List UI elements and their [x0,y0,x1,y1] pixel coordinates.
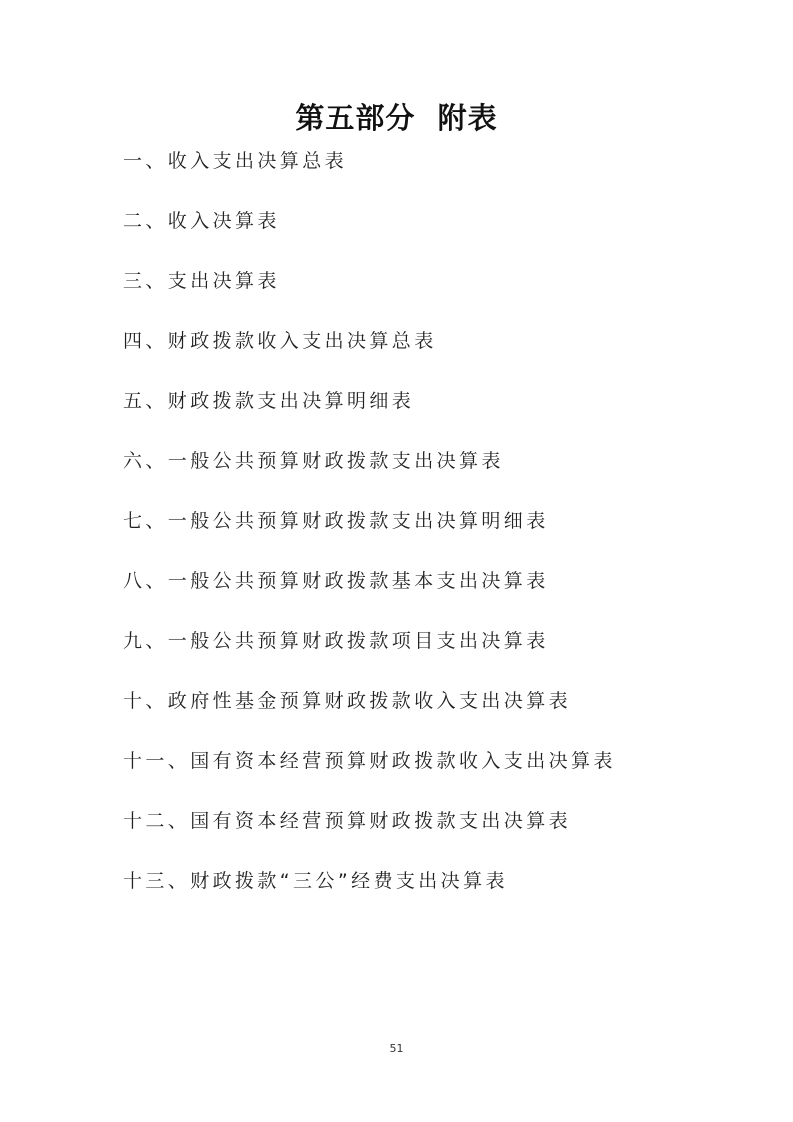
appendix-item-6: 六、一般公共预算财政拨款支出决算表 [123,450,504,472]
appendix-list [123,146,616,926]
appendix-item-9: 九、一般公共预算财政拨款项目支出决算表 [123,630,549,652]
appendix-item-10: 十、政府性基金预算财政拨款收入支出决算表 [123,690,572,712]
appendix-item-11: 十一、国有资本经营预算财政拨款收入支出决算表 [123,750,616,772]
appendix-item-4: 四、财政拨款收入支出决算总表 [123,330,437,352]
appendix-item-12: 十二、国有资本经营预算财政拨款支出决算表 [123,810,572,832]
appendix-item-3: 三、支出决算表 [123,270,280,292]
appendix-item-13: 十三、财政拨款“三公”经费支出决算表 [123,870,508,892]
page-title: 第五部分 附表 [295,101,498,135]
page-number: 51 [389,1042,404,1055]
appendix-item-2: 二、收入决算表 [123,210,280,232]
appendix-item-7: 七、一般公共预算财政拨款支出决算明细表 [123,510,549,532]
appendix-item-1: 一、收入支出决算总表 [123,150,348,172]
appendix-item-5: 五、财政拨款支出决算明细表 [123,390,415,412]
appendix-item-8: 八、一般公共预算财政拨款基本支出决算表 [123,570,549,592]
